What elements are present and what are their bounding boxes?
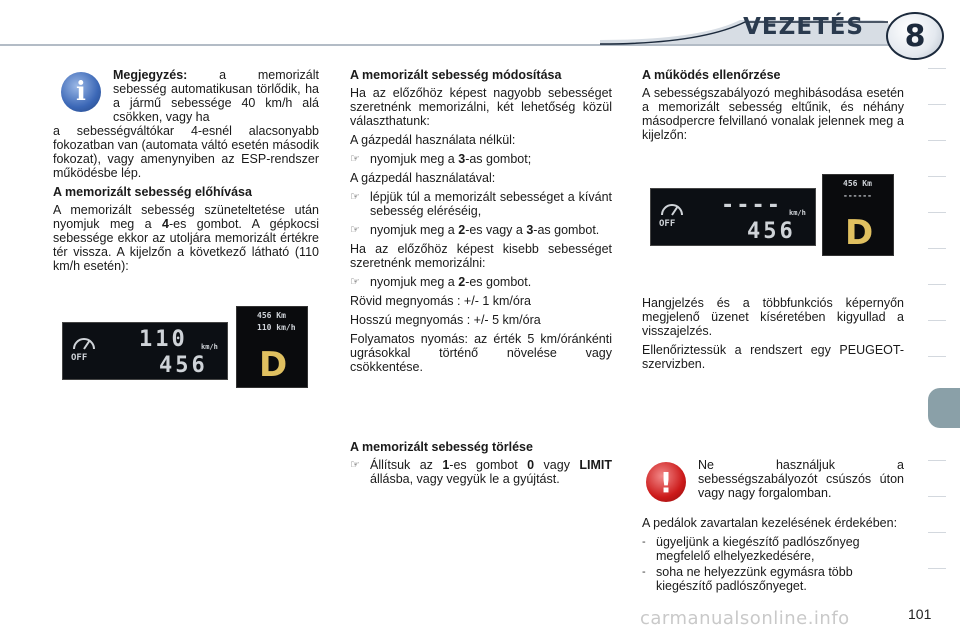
memorized-speed-digits: 110 — [139, 327, 188, 352]
warning-icon: ! — [646, 462, 686, 502]
off-indicator: OFF — [71, 353, 88, 363]
pointing-hand-icon: ☞ — [350, 191, 360, 203]
speed-unit: km/h — [789, 209, 806, 217]
short-press-text: Rövid megnyomás : +/- 1 km/óra — [350, 294, 531, 308]
recall-heading: A memorizált sebesség előhívása — [53, 185, 252, 199]
note-label: Megjegyzés: — [113, 68, 188, 82]
with-pedal-label: A gázpedál használatával: — [350, 171, 496, 185]
bullet-press-2: ☞ nyomjuk meg a 2-es gombot. — [350, 275, 532, 289]
column-right-lower — [642, 296, 904, 376]
multifunction-screen-recall — [236, 306, 308, 388]
dash-item-mat-position: - ügyeljünk a kiegészítő padlószőnyeg megfelelő elhelyezkedésére, — [642, 535, 860, 563]
pointing-hand-icon: ☞ — [350, 153, 360, 165]
lcd-fault-dashes: ------ — [843, 191, 872, 200]
note-text: a memorizált sebesség automatikusan törlődik, ha a jármű sebessége 40 km/h alá csökken, vagy ha — [113, 68, 319, 124]
lower-speed-intro: Ha az előzőhöz képest kisebb sebességet szeretnénk memorizálni: — [350, 242, 612, 270]
pedal-intro: A pedálok zavartalan kezelésének érdekében: — [642, 516, 898, 530]
warning-text: Ne használjuk a sebességszabályozót csúszós úton vagy nagy forgalomban. — [698, 458, 904, 500]
odometer-digits: 456 — [747, 219, 796, 244]
chapter-title: VEZETÉS — [743, 14, 864, 40]
chapter-number-badge: 8 — [886, 12, 944, 60]
lcd-odometer: 456 Km — [843, 179, 872, 188]
multifunction-screen-fault — [822, 174, 894, 256]
continuous-press-text: Folyamatos nyomás: az érték 5 km/óránkénti ugrásokkal történő növelése vagy csökkentése. — [350, 332, 612, 374]
watermark: carmanualsonline.info — [640, 608, 850, 629]
no-pedal-label: A gázpedál használata nélkül: — [350, 133, 516, 147]
pointing-hand-icon: ☞ — [350, 459, 360, 471]
pedal-section — [642, 516, 904, 598]
column-middle-delete — [350, 440, 612, 491]
pointing-hand-icon: ☞ — [350, 224, 360, 236]
bullet-exceed-speed: ☞ lépjük túl a memorizált sebességet a kívánt sebesség eléréséig, — [350, 190, 612, 218]
dash-item-mat-stack: - soha ne helyezzünk egymásra több kiegészítő padlószőnyeget. — [642, 565, 853, 593]
long-press-text: Hosszú megnyomás : +/- 5 km/óra — [350, 313, 541, 327]
bullet-delete: ☞ Állítsuk az 1-es gombot 0 vagy LIMIT állásba, vagy vegyük le a gyújtást. — [350, 458, 612, 486]
speed-unit: km/h — [201, 343, 218, 351]
check-text: A sebességszabályozó meghibásodása esetén a memorizált sebesség eltűnik, és néhány másodpercre felvillanó vonalak jelennek meg a kijelzőn: — [642, 86, 904, 142]
service-text: Ellenőriztessük a rendszert egy PEUGEOT-szervizben. — [642, 343, 904, 371]
column-middle — [350, 68, 612, 379]
modify-heading: A memorizált sebesség módosítása — [350, 68, 562, 82]
gear-indicator: D — [259, 345, 288, 385]
warning-note — [698, 458, 904, 505]
note-paragraph — [53, 68, 319, 124]
info-icon: i — [61, 72, 101, 112]
bullet-press-3: ☞ nyomjuk meg a 3-as gombot; — [350, 152, 532, 166]
lcd-speed: 110 km/h — [257, 323, 296, 332]
lcd-odometer: 456 Km — [257, 311, 286, 320]
signal-text: Hangjelzés és a többfunkciós képernyőn megjelenő üzenet kíséretében kigyullad a visszajelzés. — [642, 296, 904, 338]
speed-icon — [659, 197, 685, 219]
cruise-display-image-fault — [650, 188, 816, 246]
note-continuation: a sebességváltókar 4-esnél alacsonyabb fokozatban van (automata váltó esetén második fokozat), vagy amenynyiben az ESP-rendszer működésbe lép. — [53, 124, 319, 180]
off-indicator: OFF — [659, 219, 676, 229]
modify-intro: Ha az előzőhöz képest nagyobb sebességet szeretnénk memorizálni, két lehetőség közül választhatunk: — [350, 86, 612, 128]
bullet-press-2-or-3: ☞ nyomjuk meg a 2-es vagy a 3-as gombot. — [350, 223, 600, 237]
gear-indicator: D — [845, 213, 874, 253]
column-right — [642, 68, 904, 147]
column-left — [53, 68, 319, 278]
cruise-display-image-recall — [62, 322, 228, 380]
page-number: 101 — [908, 606, 932, 622]
speed-icon — [71, 331, 97, 353]
delete-heading: A memorizált sebesség törlése — [350, 440, 533, 454]
pointing-hand-icon: ☞ — [350, 276, 360, 288]
active-chapter-tab[interactable] — [928, 388, 960, 428]
fault-dashes: ---- — [721, 193, 782, 218]
check-heading: A működés ellenőrzése — [642, 68, 781, 82]
recall-paragraph: A memorizált sebesség szüneteltetése után nyomjuk meg a 4-es gombot. A gépkocsi sebessége ekkor az utoljára memorizált értékre tér vissza. A kijelzőn a következő látható (110 km/h esetén): — [53, 203, 319, 273]
odometer-digits: 456 — [159, 353, 208, 378]
